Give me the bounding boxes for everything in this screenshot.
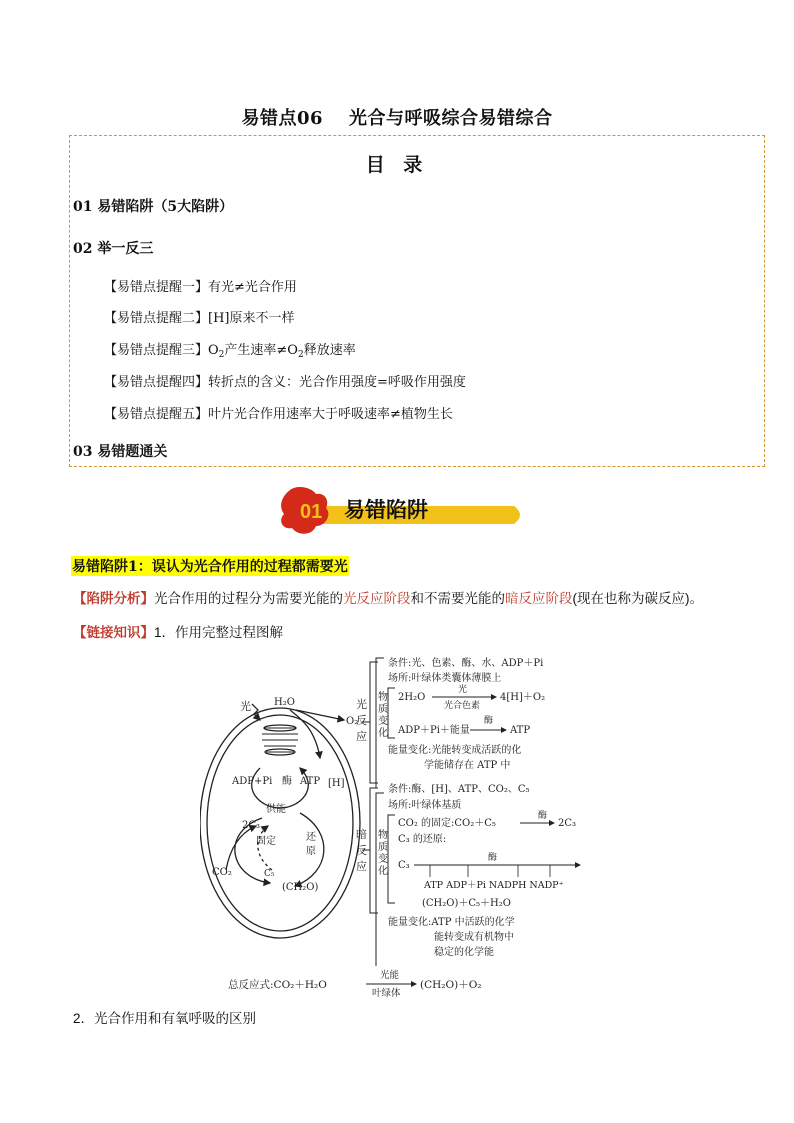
d-red-prod: (CH₂O)＋C₅＋H₂O (422, 898, 511, 909)
photosynthesis-diagram (200, 648, 595, 998)
total-right: (CH₂O)＋O₂ (420, 979, 482, 991)
chloroplast (200, 704, 360, 938)
trap-1-heading: 易错陷阱1：误认为光合作用的过程都需要光 (71, 556, 349, 576)
title-code: 易错点06 (241, 108, 324, 129)
dr-2: 反 (356, 844, 367, 857)
analysis-text-3: (现在也称为碳反应)。 (572, 591, 703, 606)
l-energy-1: 能量变化:光能转变成活跃的化 (388, 745, 522, 756)
label-c5: C₅ (264, 869, 275, 879)
link-tag: 【链接知识】 (73, 625, 154, 640)
lr-1: 光 (356, 698, 367, 711)
toc-section-3[interactable]: 03 易错题通关 (73, 444, 168, 460)
d-fix-left: CO₂ 的固定:CO₂＋C₅ (398, 818, 496, 829)
toc-section-1[interactable]: 01 易错陷阱（5大陷阱） (73, 199, 234, 215)
trap-analysis (73, 587, 703, 607)
label-reduce-2: 原 (306, 846, 316, 857)
d-energy-2: 能转变成有机物中 (434, 932, 514, 943)
label-atp: ATP (300, 776, 321, 787)
label-light: 光 (240, 700, 251, 713)
toc-reminder-5[interactable]: 【易错点提醒五】叶片光合作用速率大于呼吸速率≠植物生长 (104, 407, 453, 422)
chloroplast-inner (207, 715, 353, 931)
d-energy-3: 稳定的化学能 (434, 947, 494, 958)
l-eq1-left: 2H₂O (398, 692, 426, 703)
label-fix: 固定 (256, 836, 276, 847)
l-mat-1: 物 (378, 692, 388, 703)
total-left: 总反应式:CO₂＋H₂O (228, 979, 327, 991)
l-eq2-left: ADP＋Pi＋能量 (398, 725, 470, 736)
label-c3: 2C₃ (242, 820, 261, 831)
total-top: 光能 (380, 970, 400, 981)
link-text: 1．作用完整过程图解 (154, 625, 284, 640)
label-reduce-1: 还 (306, 832, 316, 843)
total-bot: 叶绿体 (372, 988, 401, 998)
label-enzyme: 酶 (282, 776, 292, 787)
l-site: 场所:叶绿体类囊体薄膜上 (388, 673, 502, 684)
toc-reminder-4[interactable]: 【易错点提醒四】转折点的含义：光合作用强度=呼吸作用强度 (104, 375, 466, 390)
label-adp-pi: ADP+Pi (232, 776, 273, 787)
label-h: [H] (328, 778, 345, 789)
l-mat-3: 变 (378, 716, 388, 727)
analysis-highlight-dark: 暗反应阶段 (505, 591, 573, 606)
d-mat-4: 化 (378, 866, 388, 877)
banner-text: 易错陷阱 (344, 498, 428, 522)
d-c3: C₃ (398, 860, 410, 871)
l-eq2-top: 酶 (484, 716, 494, 726)
d-mat-2: 质 (378, 842, 388, 853)
analysis-text-1: 光合作用的过程分为需要光能的 (154, 591, 343, 606)
l-eq1-bot: 光合色素 (444, 701, 481, 711)
title-topic: 光合与呼吸综合易错综合 (349, 108, 553, 129)
d-fix-right: 2C₃ (558, 818, 577, 829)
analysis-tag: 【陷阱分析】 (73, 591, 154, 606)
toc-reminder-2[interactable]: 【易错点提醒二】[H]原来不一样 (104, 311, 295, 326)
item-2-heading: 2．光合作用和有氧呼吸的区别 (73, 1011, 257, 1026)
l-energy-2: 学能储存在 ATP 中 (424, 760, 511, 771)
d-cond: 条件:酶、[H]、ATP、CO₂、C₅ (388, 784, 530, 795)
cycle-upper (252, 768, 309, 808)
d-mat-3: 变 (378, 854, 388, 865)
cycle-c5 (258, 826, 272, 870)
d-site: 场所:叶绿体基质 (388, 800, 462, 811)
l-eq1-right: 4[H]＋O₂ (500, 692, 546, 703)
analysis-text-2: 和不需要光能的 (410, 591, 505, 606)
toc-r3-sub-2: 2 (297, 350, 304, 360)
toc-r3-part-c: 释放速率 (303, 343, 356, 358)
banner-number: 01 (300, 501, 323, 523)
link-knowledge (73, 621, 283, 641)
toc-r3-sub-1: 2 (218, 350, 225, 360)
l-mat-2: 质 (378, 704, 388, 715)
label-o2: O₂ (346, 716, 359, 727)
dr-1: 暗 (356, 828, 367, 841)
l-cond: 条件:光、色素、酶、水、ADP＋Pi (388, 658, 544, 669)
section-banner (278, 484, 524, 538)
d-red-bot: ATP ADP＋Pi NADPH NADP⁺ (424, 880, 564, 891)
dr-3: 应 (356, 860, 367, 873)
toc-heading: 目 录 (365, 154, 429, 176)
lr-3: 应 (356, 730, 367, 743)
page-title (0, 104, 794, 130)
d-energy-1: 能量变化:ATP 中活跃的化学 (388, 917, 515, 928)
toc-r3-part-a: 【易错点提醒三】O (104, 343, 219, 358)
o2-arrow (296, 710, 344, 720)
toc-section-2[interactable]: 02 举一反三 (73, 241, 154, 257)
l-eq2-right: ATP (510, 725, 531, 736)
d-red-top: 酶 (488, 853, 498, 863)
label-ch2o: (CH₂O) (282, 882, 319, 893)
toc-r3-part-b: 产生速率≠O (224, 343, 298, 358)
label-supply: 供能 (266, 804, 286, 815)
label-h2o: H₂O (274, 697, 295, 708)
analysis-highlight-light: 光反应阶段 (343, 591, 411, 606)
toc-reminder-3[interactable] (104, 339, 356, 360)
l-mat-4: 化 (378, 728, 388, 739)
d-red: C₃ 的还原: (398, 834, 447, 845)
label-co2: CO₂ (212, 867, 232, 878)
chloroplast-outer (200, 708, 360, 938)
lr-2: 反 (356, 714, 367, 727)
toc-reminder-1[interactable]: 【易错点提醒一】有光≠光合作用 (104, 280, 297, 295)
d-mat-1: 物 (378, 830, 388, 841)
d-fix-top: 酶 (538, 811, 548, 821)
l-eq1-top: 光 (458, 685, 468, 695)
